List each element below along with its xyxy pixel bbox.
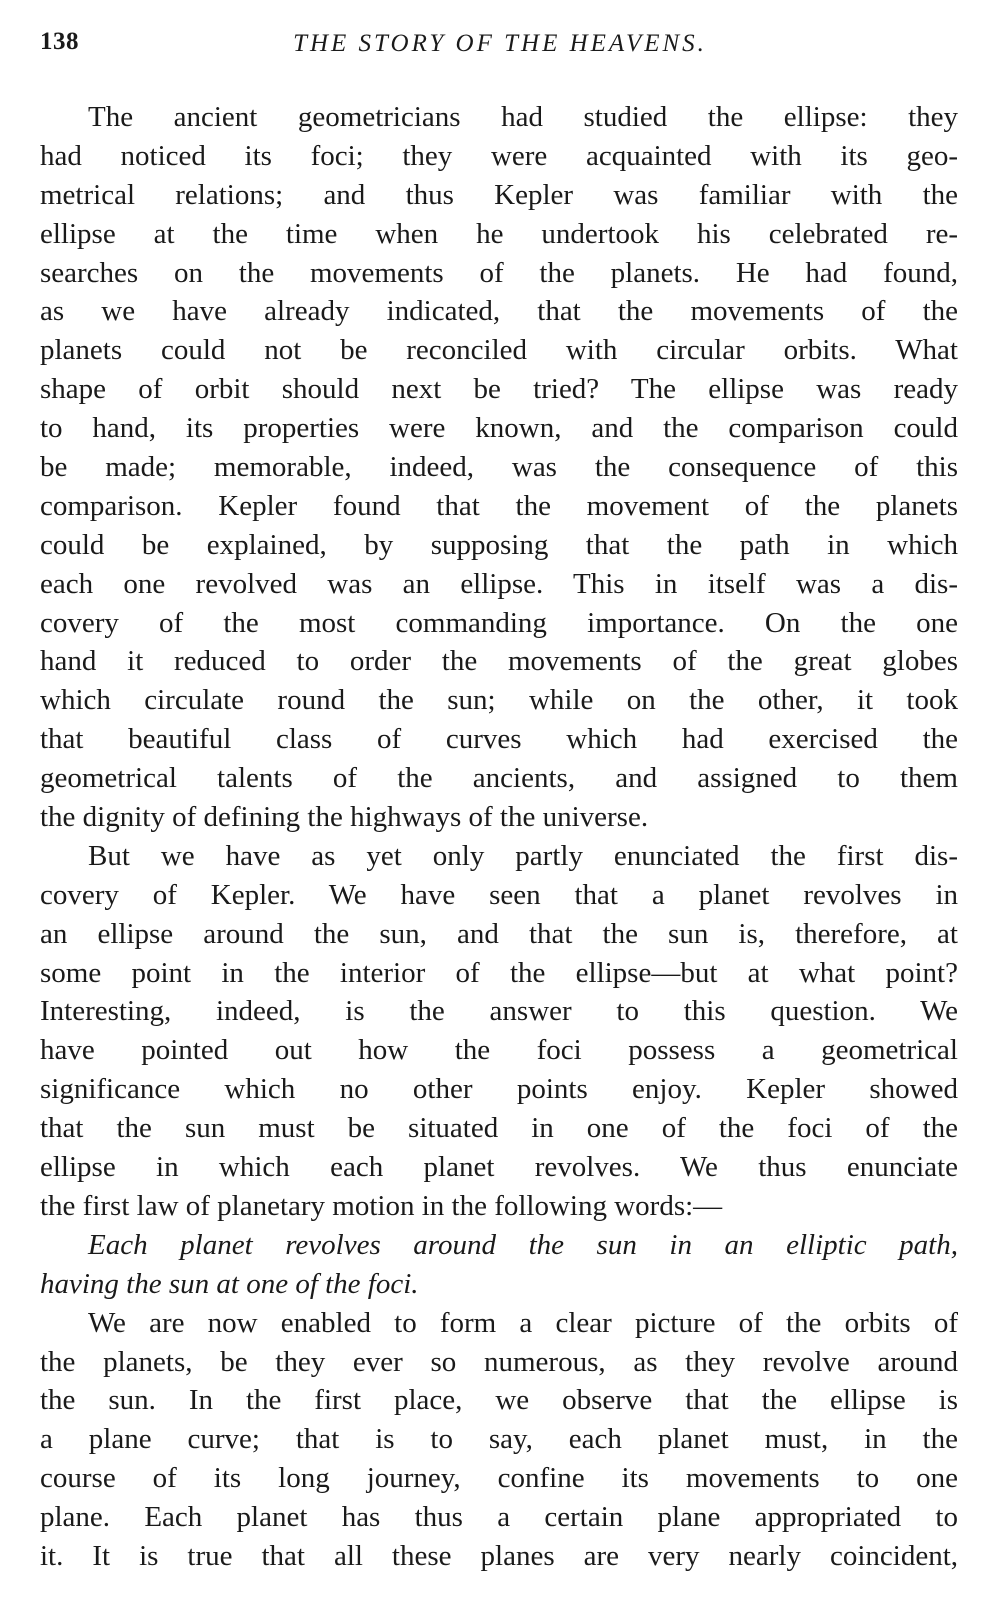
law-statement-line: Each planet revolves around the sun in an elliptic path, — [88, 1228, 958, 1261]
text-line: searches on the movements of the planets. He had found, — [40, 256, 958, 289]
text-line: geometrical talents of the ancients, and assigned to them — [40, 762, 958, 795]
text-line: Interesting, indeed, is the answer to this question. We — [40, 995, 958, 1028]
text-line: ellipse in which each planet revolves. We thus enunciate — [40, 1151, 958, 1184]
text-line: We are now enabled to form a clear picture of the orbits of — [88, 1306, 958, 1339]
text-line: the first law of planetary motion in the following words:— — [40, 1189, 723, 1222]
text-line: each one revolved was an ellipse. This in itself was a dis- — [40, 567, 958, 600]
page-header — [40, 28, 960, 64]
body-text — [40, 98, 958, 1576]
text-line: the planets, be they ever so numerous, as they revolve around — [40, 1345, 958, 1378]
text-line: that beautiful class of curves which had exercised the — [40, 723, 958, 756]
text-line: have pointed out how the foci possess a geometrical — [40, 1034, 958, 1067]
law-statement-line: having the sun at one of the foci. — [40, 1267, 419, 1300]
text-line: covery of Kepler. We have seen that a planet revolves in — [40, 878, 958, 911]
text-line: plane. Each planet has thus a certain plane appropriated to — [40, 1501, 958, 1534]
text-line: some point in the interior of the ellipse—but at what point? — [40, 956, 958, 989]
text-line: comparison. Kepler found that the movement of the planets — [40, 489, 958, 522]
text-line: metrical relations; and thus Kepler was familiar with the — [40, 178, 958, 211]
text-line: The ancient geometricians had studied the ellipse: they — [88, 101, 958, 133]
text-line: be made; memorable, indeed, was the consequence of this — [40, 451, 958, 484]
text-line: planets could not be reconciled with circular orbits. What — [40, 334, 958, 367]
text-line: ellipse at the time when he undertook his celebrated re- — [40, 217, 958, 250]
text-line: as we have already indicated, that the movements of the — [40, 295, 958, 328]
text-line: to hand, its properties were known, and the comparison could — [40, 412, 958, 445]
text-line: an ellipse around the sun, and that the sun is, therefore, at — [40, 917, 958, 950]
text-line: course of its long journey, confine its movements to one — [40, 1462, 958, 1495]
text-line: shape of orbit should next be tried? The ellipse was ready — [40, 373, 958, 406]
text-line: which circulate round the sun; while on the other, it took — [40, 684, 958, 717]
text-line: hand it reduced to order the movements of the great globes — [40, 645, 958, 678]
text-line: covery of the most commanding importance. On the one — [40, 606, 958, 639]
running-head: THE STORY OF THE HEAVENS. — [293, 30, 707, 57]
text-line: it. It is true that all these planes are very nearly coincident, — [40, 1539, 958, 1572]
page-number: 138 — [40, 28, 79, 55]
text-line: that the sun must be situated in one of the foci of the — [40, 1112, 958, 1145]
text-line: had noticed its foci; they were acquainted with its geo- — [40, 139, 958, 172]
text-line: the sun. In the first place, we observe that the ellipse is — [40, 1384, 958, 1417]
text-line: a plane curve; that is to say, each planet must, in the — [40, 1423, 958, 1456]
text-line: But we have as yet only partly enunciated the first dis- — [88, 839, 958, 872]
text-line: could be explained, by supposing that the path in which — [40, 528, 958, 561]
text-line: the dignity of defining the highways of the universe. — [40, 801, 649, 834]
text-line: significance which no other points enjoy. Kepler showed — [40, 1073, 958, 1106]
